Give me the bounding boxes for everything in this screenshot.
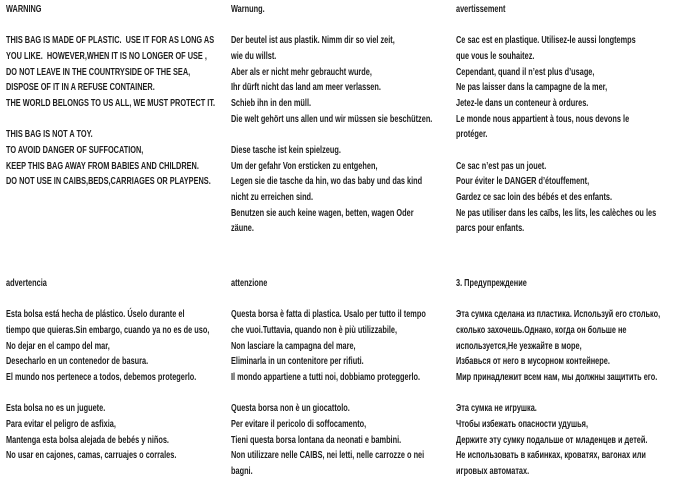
text-line: Esta bolsa no es un juguete. bbox=[6, 402, 106, 415]
text-line: wie du willst. bbox=[231, 49, 277, 62]
text-line: Чтобы избежать опасности удушья, bbox=[456, 417, 588, 430]
text-line: El mundo nos pertenece a todos, debemos protegerlo. bbox=[6, 370, 197, 383]
text-line: YOU LIKE. HOWEVER,WHEN IT IS NO LONGER OF USE , bbox=[6, 49, 207, 62]
text-line: Benutzen sie auch keine wagen, betten, wagen Oder bbox=[231, 206, 414, 219]
text-line: Legen sie die tasche da hin, wo das baby und das kind bbox=[231, 175, 423, 188]
text-line: используется,Не уезжайте в море, bbox=[456, 339, 582, 352]
text-line: Um der gefahr Von ersticken zu entgehen, bbox=[231, 159, 378, 172]
text-line: KEEP THIS BAG AWAY FROM BABIES AND CHILDREN. bbox=[6, 159, 199, 172]
text-line: Aber als er nicht mehr gebraucht wurde, bbox=[231, 65, 372, 78]
section-warning-german bbox=[231, 2, 453, 237]
text-line: Ne pas laisser dans la campagne de la mer, bbox=[456, 81, 608, 94]
text-line: Jetez-le dans un conteneur à ordures. bbox=[456, 96, 589, 109]
usage-paragraph bbox=[231, 33, 453, 127]
text-line: Tieni questa borsa lontana da neonati e bambini. bbox=[231, 433, 402, 446]
text-line: Desecharlo en un contenedor de basura. bbox=[6, 355, 149, 368]
text-line: Держите эту сумку подальше от младенцев и детей. bbox=[456, 433, 648, 446]
text-line: No usar en cajones, camas, carruajes o corrales. bbox=[6, 449, 177, 462]
text-line: Eliminarla in un contenitore per rifiuti. bbox=[231, 355, 364, 368]
text-line: Non utilizzare nelle CAIBS, nei letti, nelle carrozze o nei bbox=[231, 449, 425, 462]
text-line: TO AVOID DANGER OF SUFFOCATION, bbox=[6, 143, 144, 156]
text-line: Questa borsa non è un giocattolo. bbox=[231, 402, 350, 415]
text-line: No dejar en el campo del mar, bbox=[6, 339, 110, 352]
text-line: Mantenga esta bolsa alejada de bebés y niños. bbox=[6, 433, 169, 446]
text-line: Diese tasche ist kein spielzeug. bbox=[231, 143, 341, 156]
section-heading: avertissement bbox=[456, 3, 506, 15]
section-heading: attenzione bbox=[231, 277, 268, 289]
text-line: bagni. bbox=[231, 464, 253, 477]
text-line: Esta bolsa está hecha de plástico. Úselo durante el bbox=[6, 308, 185, 321]
text-line: que vous le souhaitez. bbox=[456, 49, 535, 62]
text-line: Schieb ihn in den müll. bbox=[231, 96, 312, 109]
text-line: Non lasciare la campagna del mare, bbox=[231, 339, 356, 352]
safety-paragraph bbox=[6, 127, 228, 190]
text-line: Per evitare il pericolo di soffocamento, bbox=[231, 417, 367, 430]
text-line: zäune. bbox=[231, 222, 254, 235]
text-line: игровых автоматах. bbox=[456, 464, 530, 477]
text-line: Эта сумка сделана из пластика. Используй его столько, bbox=[456, 308, 661, 321]
text-line: Der beutel ist aus plastik. Nimm dir so viel zeit, bbox=[231, 34, 395, 47]
text-line: DISPOSE OF IT IN A REFUSE CONTAINER. bbox=[6, 81, 155, 94]
text-line: Избавься от него в мусорном контейнере. bbox=[456, 355, 610, 368]
text-line: Gardez ce sac loin des bébés et des enfants. bbox=[456, 190, 613, 203]
text-line: DO NOT LEAVE IN THE COUNTRYSIDE OF THE SEA, bbox=[6, 65, 191, 78]
text-line: Cependant, quand il n’est plus d’usage, bbox=[456, 65, 595, 78]
text-line: che vuoi.Tuttavia, quando non è più utilizzabile, bbox=[231, 323, 398, 336]
safety-paragraph bbox=[456, 159, 675, 237]
section-warning-russian bbox=[456, 276, 675, 480]
safety-paragraph bbox=[456, 401, 675, 479]
text-line: nicht zu erreichen sind. bbox=[231, 190, 314, 203]
text-line: Pour éviter le DANGER d’étouffement, bbox=[456, 175, 590, 188]
section-heading: 3. Предупреждение bbox=[456, 277, 527, 289]
text-line: Ce sac est en plastique. Utilisez-le aussi longtemps bbox=[456, 34, 636, 47]
usage-paragraph bbox=[456, 307, 675, 385]
text-line: Мир принадлежит всем нам, мы должны защитить его. bbox=[456, 370, 658, 383]
usage-paragraph bbox=[6, 307, 228, 385]
text-line: THE WORLD BELONGS TO US ALL, WE MUST PROTECT IT. bbox=[6, 96, 216, 109]
text-line: tiempo que quieras.Sin embargo, cuando ya no es de uso, bbox=[6, 323, 210, 336]
safety-paragraph bbox=[231, 143, 453, 237]
text-line: parcs pour enfants. bbox=[456, 222, 525, 235]
text-line: Para evitar el peligro de asfixia, bbox=[6, 417, 116, 430]
text-line: Эта сумка не игрушка. bbox=[456, 402, 537, 415]
section-warning-italian bbox=[231, 276, 453, 480]
text-line: protéger. bbox=[456, 128, 488, 141]
text-line: DO NOT USE IN CAIBS,BEDS,CARRIAGES OR PLAYPENS. bbox=[6, 175, 211, 188]
section-heading: WARNING bbox=[6, 3, 42, 15]
text-line: Ne pas utiliser dans les caïbs, les lits, les calèches ou les bbox=[456, 206, 657, 219]
text-line: Не использовать в кабинках, кроватях, вагонах или bbox=[456, 449, 646, 462]
section-heading: Warnung. bbox=[231, 3, 265, 15]
text-line: Ce sac n’est pas un jouet. bbox=[456, 159, 547, 172]
text-line: THIS BAG IS MADE OF PLASTIC. USE IT FOR AS LONG AS bbox=[6, 34, 215, 47]
section-heading: advertencia bbox=[6, 277, 47, 289]
safety-paragraph bbox=[231, 401, 453, 479]
safety-paragraph bbox=[6, 401, 228, 464]
section-warning-english bbox=[6, 2, 228, 190]
text-line: Il mondo appartiene a tutti noi, dobbiamo proteggerlo. bbox=[231, 370, 421, 383]
usage-paragraph bbox=[456, 33, 675, 143]
text-line: Le monde nous appartient à tous, nous devons le bbox=[456, 112, 630, 125]
section-warning-spanish bbox=[6, 276, 228, 464]
usage-paragraph bbox=[6, 33, 228, 111]
text-line: THIS BAG IS NOT A TOY. bbox=[6, 128, 93, 141]
text-line: сколько захочешь.Однако, когда он больше не bbox=[456, 323, 627, 336]
usage-paragraph bbox=[231, 307, 453, 385]
section-warning-french bbox=[456, 2, 675, 237]
text-line: Questa borsa è fatta di plastica. Usalo per tutto il tempo bbox=[231, 308, 426, 321]
text-line: Ihr dürft nicht das land am meer verlassen. bbox=[231, 81, 381, 94]
text-line: Die welt gehört uns allen und wir müssen sie beschützen. bbox=[231, 112, 433, 125]
